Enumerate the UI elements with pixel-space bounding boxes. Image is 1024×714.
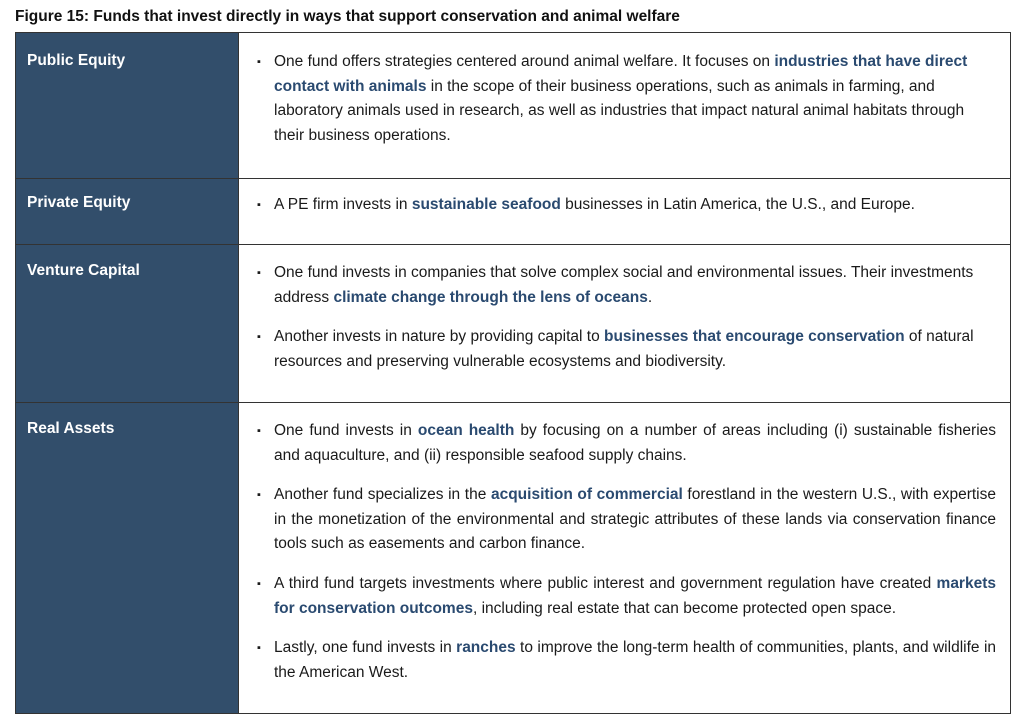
bullet-icon: ▪ — [257, 577, 261, 590]
item-text: businesses in Latin America, the U.S., and Europe. — [560, 196, 915, 213]
funds-table — [15, 32, 1011, 714]
bullet-item — [257, 419, 996, 468]
item-text: forestland in the western U.S., with expertise in the monetization of the environmental and strategic attributes of these lands via conservation finance tools such as easements and carbon finance. — [274, 486, 996, 553]
bullet-icon: ▪ — [257, 267, 261, 279]
item-text: in the scope of their business operations, such as animals in farming, and laboratory animals used in research, as well as industries that impact natural animal habitats through their business operations. — [274, 77, 965, 144]
bullet-item — [257, 261, 996, 310]
item-text: Lastly, one fund invests in — [274, 639, 457, 657]
bullet-item — [257, 572, 996, 621]
category-label: Real Assets — [16, 403, 239, 714]
bullet-icon: ▪ — [257, 331, 261, 344]
description-cell — [239, 403, 1011, 714]
highlight-text: industries that have direct contact with animals — [274, 53, 968, 95]
highlight-text: ranches — [456, 639, 516, 657]
bullet-item — [257, 325, 996, 374]
description-cell — [239, 179, 1011, 245]
category-label: Venture Capital — [16, 245, 239, 403]
bullet-icon: ▪ — [257, 642, 261, 655]
highlight-text: businesses that encourage conservation — [604, 328, 905, 346]
item-text: One fund invests in — [274, 422, 418, 439]
bullet-icon: ▪ — [257, 425, 261, 437]
highlight-text: markets for conservation outcomes — [274, 574, 996, 617]
table-row-real-assets — [16, 403, 1011, 714]
category-label: Private Equity — [16, 179, 239, 245]
table-row-private-equity — [16, 179, 1011, 245]
item-text: . — [647, 288, 653, 306]
item-text: One fund offers strategies centered around animal welfare. It focuses on — [274, 53, 775, 70]
highlight-text: climate change through the lens of oceans — [333, 288, 648, 306]
bullet-item — [257, 483, 996, 557]
description-cell — [239, 245, 1011, 403]
table-row-public-equity — [16, 33, 1011, 179]
highlight-text: acquisition of commercial — [490, 486, 683, 504]
item-text: Another invests in nature by providing capital to — [274, 328, 604, 346]
bullet-icon: ▪ — [257, 199, 261, 211]
bullet-icon: ▪ — [257, 489, 261, 502]
figure-title: Figure 15: Funds that invest directly in ways that support conservation and animal welfare — [15, 8, 680, 25]
category-label: Public Equity — [16, 33, 239, 179]
item-text: A third fund targets investments where public interest and government regulation have created — [274, 574, 937, 592]
item-text: , including real estate that can become protected open space. — [472, 599, 897, 617]
item-text: of natural resources and preserving vulnerable ecosystems and biodiversity. — [274, 328, 974, 370]
table-row-venture-capital — [16, 245, 1011, 403]
bullet-item — [257, 50, 996, 148]
item-text: A PE firm invests in — [274, 196, 412, 213]
item-text: to improve the long-term health of communities, plants, and wildlife in the American West. — [274, 639, 997, 681]
item-text: One fund invests in companies that solve complex social and environmental issues. Their investments address — [274, 264, 974, 306]
highlight-text: sustainable seafood — [411, 196, 561, 213]
bullet-item — [257, 636, 996, 685]
item-text: Another fund specializes in the — [274, 486, 491, 504]
item-text: by focusing on a number of areas including (i) sustainable fisheries and aquaculture, and (ii) responsible seafood supply chains. — [274, 422, 997, 464]
highlight-text: ocean health — [417, 422, 515, 439]
bullet-item — [257, 193, 996, 218]
description-cell — [239, 33, 1011, 179]
bullet-icon: ▪ — [257, 56, 261, 68]
